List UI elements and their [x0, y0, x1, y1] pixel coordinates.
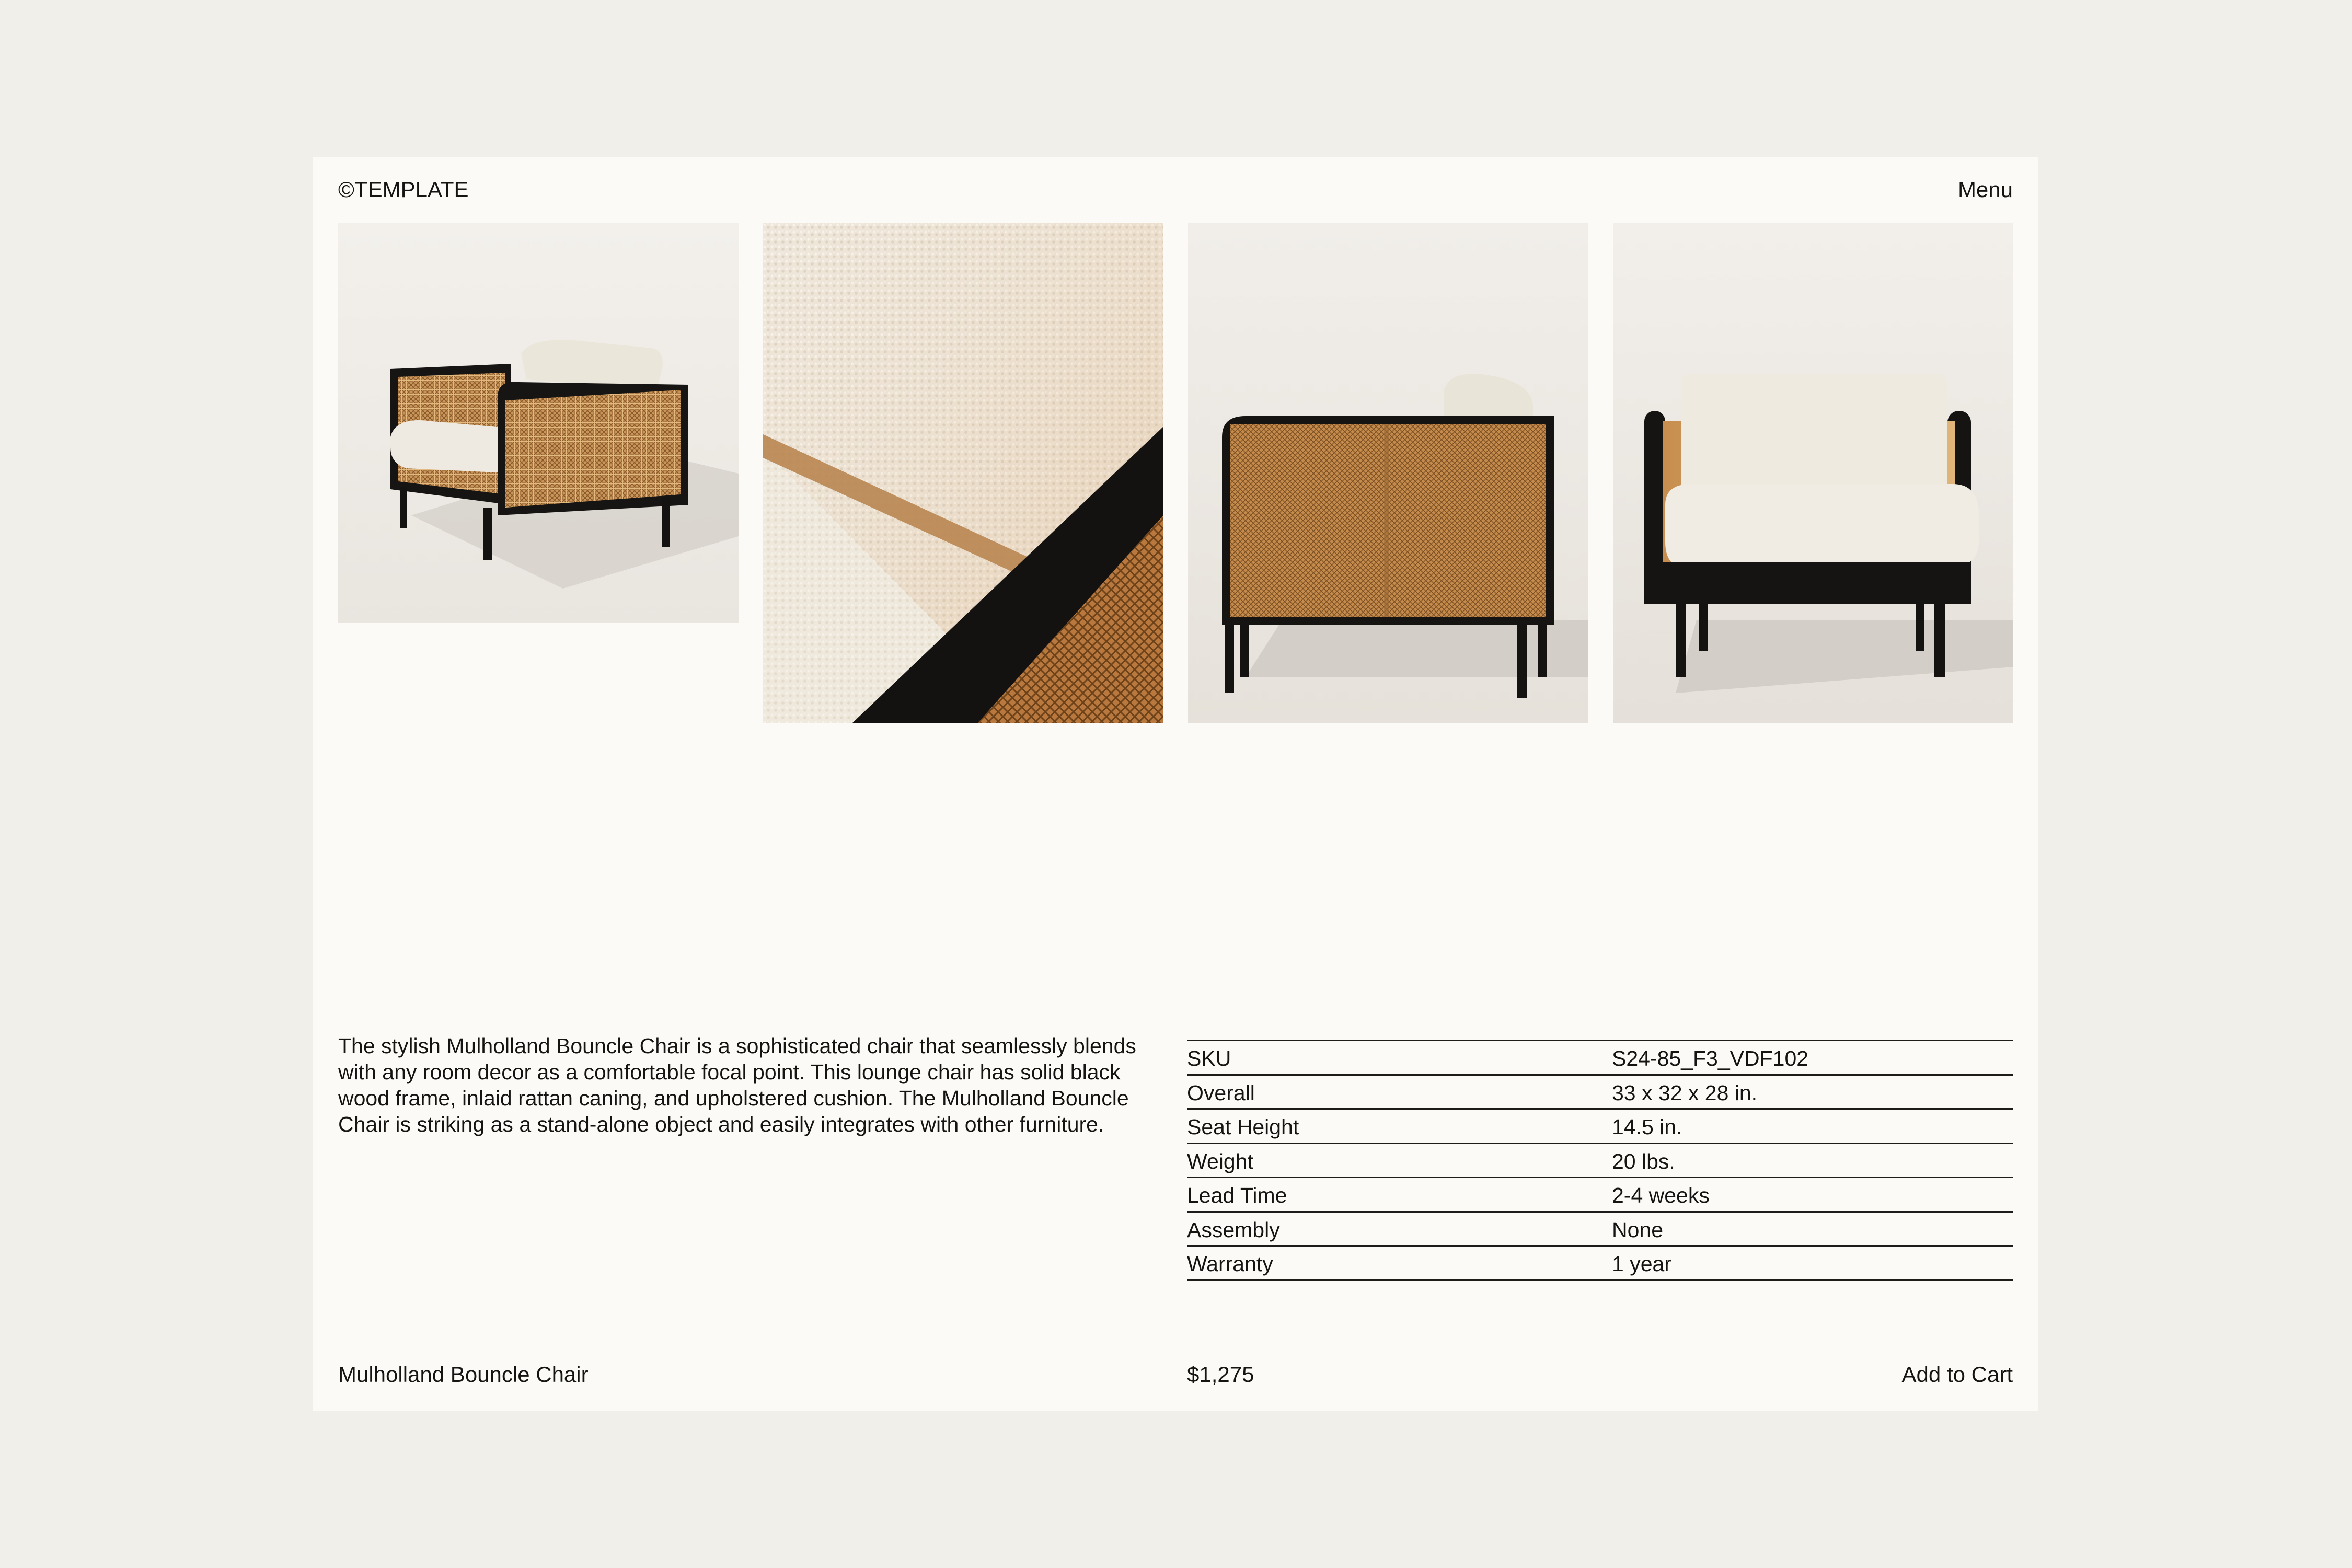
- spec-row-overall: [1187, 1074, 2013, 1109]
- product-description: The stylish Mulholland Bouncle Chair is a sophisticated chair that seamlessly blends with any room decor as a comfortable focal point. This lounge chair has solid black wood frame, inlaid rattan caning, and upholstered cushion. The Mulholland Bouncle Chair is striking as a stand-alone object and easily integrates with other furniture.: [338, 1034, 1136, 1136]
- chair-angle-image[interactable]: [338, 223, 739, 623]
- chair-side-illustration: [1188, 223, 1588, 723]
- spec-value: None: [1612, 1217, 1664, 1242]
- spec-row-assembly: [1187, 1211, 2013, 1246]
- spec-row-warranty: [1187, 1245, 2013, 1281]
- chair-angle-illustration: [338, 223, 739, 623]
- product-card: [313, 157, 2038, 1411]
- spec-value: S24-85_F3_VDF102: [1612, 1046, 1809, 1070]
- spec-row-sku: [1187, 1040, 2013, 1074]
- spec-value: 1 year: [1612, 1252, 1671, 1276]
- spec-value: 2-4 weeks: [1612, 1183, 1710, 1207]
- spec-label: SKU: [1187, 1046, 1231, 1070]
- chair-side-image[interactable]: [1188, 223, 1588, 723]
- add-to-cart-button[interactable]: Add to Cart: [1901, 1362, 2013, 1387]
- spec-value: 33 x 32 x 28 in.: [1612, 1080, 1758, 1105]
- chair-front-illustration: [1613, 223, 2013, 723]
- fabric-closeup-illustration: [763, 223, 1163, 723]
- spec-row-seat-height: [1187, 1108, 2013, 1143]
- spec-label: Weight: [1187, 1149, 1253, 1173]
- spec-table: [1187, 1040, 2013, 1281]
- spec-value: 14.5 in.: [1612, 1115, 1682, 1139]
- spec-label: Overall: [1187, 1080, 1255, 1105]
- spec-label: Warranty: [1187, 1252, 1273, 1276]
- product-name: Mulholland Bouncle Chair: [338, 1362, 589, 1387]
- spec-row-lead-time: [1187, 1177, 2013, 1211]
- spec-row-weight: [1187, 1143, 2013, 1177]
- menu-button[interactable]: Menu: [1957, 177, 2013, 202]
- brand-logo[interactable]: ©TEMPLATE: [338, 177, 469, 202]
- chair-front-image[interactable]: [1613, 223, 2013, 723]
- spec-label: Lead Time: [1187, 1183, 1287, 1207]
- spec-label: Assembly: [1187, 1217, 1280, 1242]
- fabric-closeup-image[interactable]: [763, 223, 1163, 723]
- spec-label: Seat Height: [1187, 1115, 1299, 1139]
- spec-value: 20 lbs.: [1612, 1149, 1675, 1173]
- product-price: $1,275: [1187, 1362, 1254, 1387]
